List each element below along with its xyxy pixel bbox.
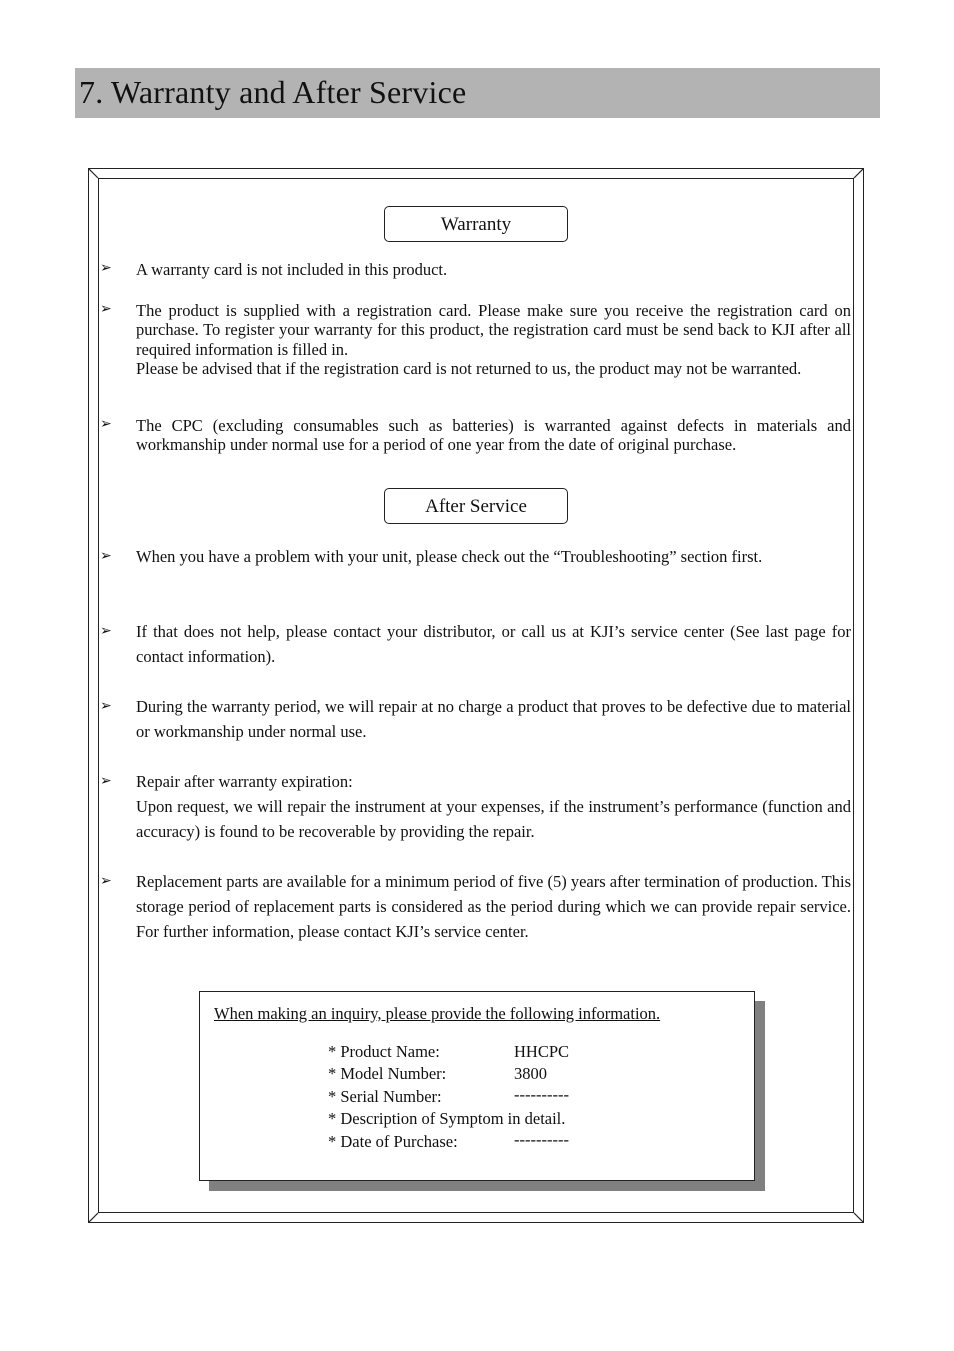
inquiry-value-serial-number: ---------- — [514, 1085, 569, 1104]
inquiry-box — [199, 991, 755, 1181]
inquiry-value-product-name: HHCPC — [514, 1042, 570, 1061]
after-service-heading: After Service — [384, 488, 568, 524]
section-title: 7. Warranty and After Service — [79, 74, 467, 110]
inquiry-value-model-number: 3800 — [514, 1064, 547, 1083]
inquiry-label-serial-number: * Serial Number: — [328, 1087, 442, 1106]
bullet-arrow-icon: ➢ — [100, 301, 112, 317]
inquiry-label-symptom: * Description of Symptom in detail. — [328, 1109, 566, 1128]
section-title-bar — [75, 68, 880, 118]
bullet-arrow-icon: ➢ — [100, 698, 112, 714]
bullet-arrow-icon: ➢ — [100, 773, 112, 789]
bullet-arrow-icon: ➢ — [100, 623, 112, 639]
inquiry-label-date-of-purchase: * Date of Purchase: — [328, 1132, 458, 1151]
inquiry-label-product-name: * Product Name: — [328, 1042, 440, 1061]
bullet-arrow-icon: ➢ — [100, 873, 112, 889]
bullet-arrow-icon: ➢ — [100, 548, 112, 564]
inquiry-label-model-number: * Model Number: — [328, 1064, 447, 1083]
bullet-arrow-icon: ➢ — [100, 416, 112, 432]
inquiry-value-date-of-purchase: ---------- — [514, 1130, 569, 1149]
warranty-heading: Warranty — [384, 206, 568, 242]
inquiry-heading: When making an inquiry, please provide the following information. — [214, 1004, 661, 1023]
bullet-arrow-icon: ➢ — [100, 260, 112, 276]
